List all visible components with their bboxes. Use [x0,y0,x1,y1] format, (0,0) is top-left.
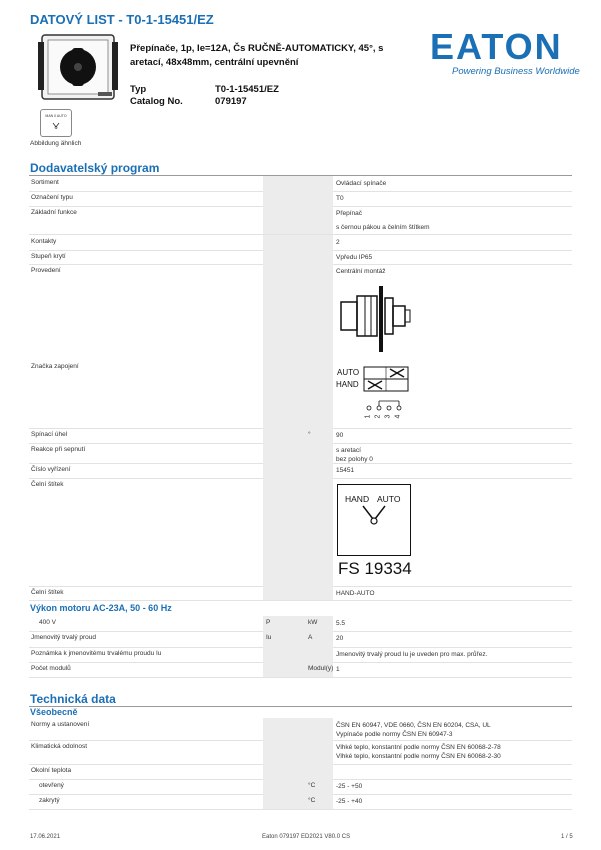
front-plate-auto: AUTO [377,494,401,504]
footer-date: 17.06.2021 [30,834,61,840]
front-plate-hand: HAND [345,494,370,504]
technical-subheading: Všeobecně [30,707,78,717]
table-row: Čelní štítek HAND AUTO FS 19334 [29,478,572,587]
table-row: Sortiment Ovládací spínače [29,176,572,192]
footer-page: 1 / 5 [561,834,573,840]
table-row: Počet modulů Modul(y) 1 [29,662,572,678]
table-row: Označení typu T0 [29,191,572,207]
product-image [38,32,118,102]
eaton-logo-text: EATON [430,26,563,67]
image-caption: Abbildung ähnlich [30,140,82,147]
table-row: Poznámka k jmenovitému trvalému proudu Iu Jmenovitý trvalý proud Iu je uveden pro max. průřez. [29,647,572,663]
motor-heading: Výkon motoru AC-23A, 50 - 60 Hz [30,603,172,613]
footer-center: Eaton 079197 ED2021 V80.0 CS [262,834,351,840]
terminal-3: 3 [384,414,392,419]
wiring-diagram [335,364,415,424]
front-plate-code: FS 19334 [338,559,412,578]
section-divider [29,706,572,707]
table-row: Kontakty 2 [29,235,572,251]
central-mount-drawing [337,284,417,354]
eaton-logo [428,26,580,78]
catalog-value: 079197 [215,96,247,107]
small-plate-thumbnail [40,109,72,137]
eaton-tagline: Powering Business Worldwide [452,66,580,77]
table-row: Provedení Centrální montáž [29,264,572,360]
diagram-auto-label: AUTO [337,368,360,377]
small-plate-text: MAN 0 AUTO [45,114,67,118]
table-row: Okolní teplota [29,764,572,780]
product-description: Přepínače, 1p, Ie=12A, Čs RUČNĚ-AUTOMATICKY, 45°, s aretací, 48x48mm, centrální upevnění [130,43,384,68]
table-row: otevřený °C -25 - +50 [29,779,572,795]
table-row: zakrytý °C -25 - +40 [29,794,572,810]
terminal-1: 1 [364,414,372,419]
table-row: Značka zapojení AUTO HAND 1 2 3 4 [29,360,572,429]
page-title: DATOVÝ LIST - T0-1-15451/EZ [30,12,214,27]
table-row: Čelní štítek HAND-AUTO [29,586,572,601]
typ-label: Typ [130,84,147,95]
front-plate-drawing [337,484,413,584]
table-row: Normy a ustanovení ČSN EN 60947, VDE 0660, ČSN EN 60204, CSA, UL Vypínače podle normy ČSN EN 60947-3 [29,718,572,741]
table-row: 400 V P kW 5.5 [29,616,572,632]
table-row: s černou pákou a čelním štítkem [29,220,572,235]
table-row: Základní funkce Přepínač [29,206,572,220]
table-row: Klimatická odolnost Vlhké teplo, konstantní podle normy ČSN EN 60068-2-78 Vlhké teplo, konstantní podle normy ČSN EN 60068-2-30 [29,740,572,765]
table-row: Jmenovitý trvalý proud Iu A 20 [29,631,572,648]
section-technical: Technická data [30,692,116,706]
table-row: Spínací úhel ° 90 [29,428,572,444]
table-row: Stupeň krytí Vpředu IP65 [29,250,572,265]
catalog-label: Catalog No. [130,96,183,107]
table-row: Číslo vyřízení 15451 [29,463,572,479]
section-program: Dodavatelský program [30,161,160,175]
table-row: Reakce při sepnutí s aretací bez polohy 0 [29,443,572,464]
terminal-2: 2 [374,414,382,419]
diagram-hand-label: HAND [336,380,359,389]
typ-value: T0-1-15451/EZ [215,84,279,95]
terminal-4: 4 [394,414,402,419]
